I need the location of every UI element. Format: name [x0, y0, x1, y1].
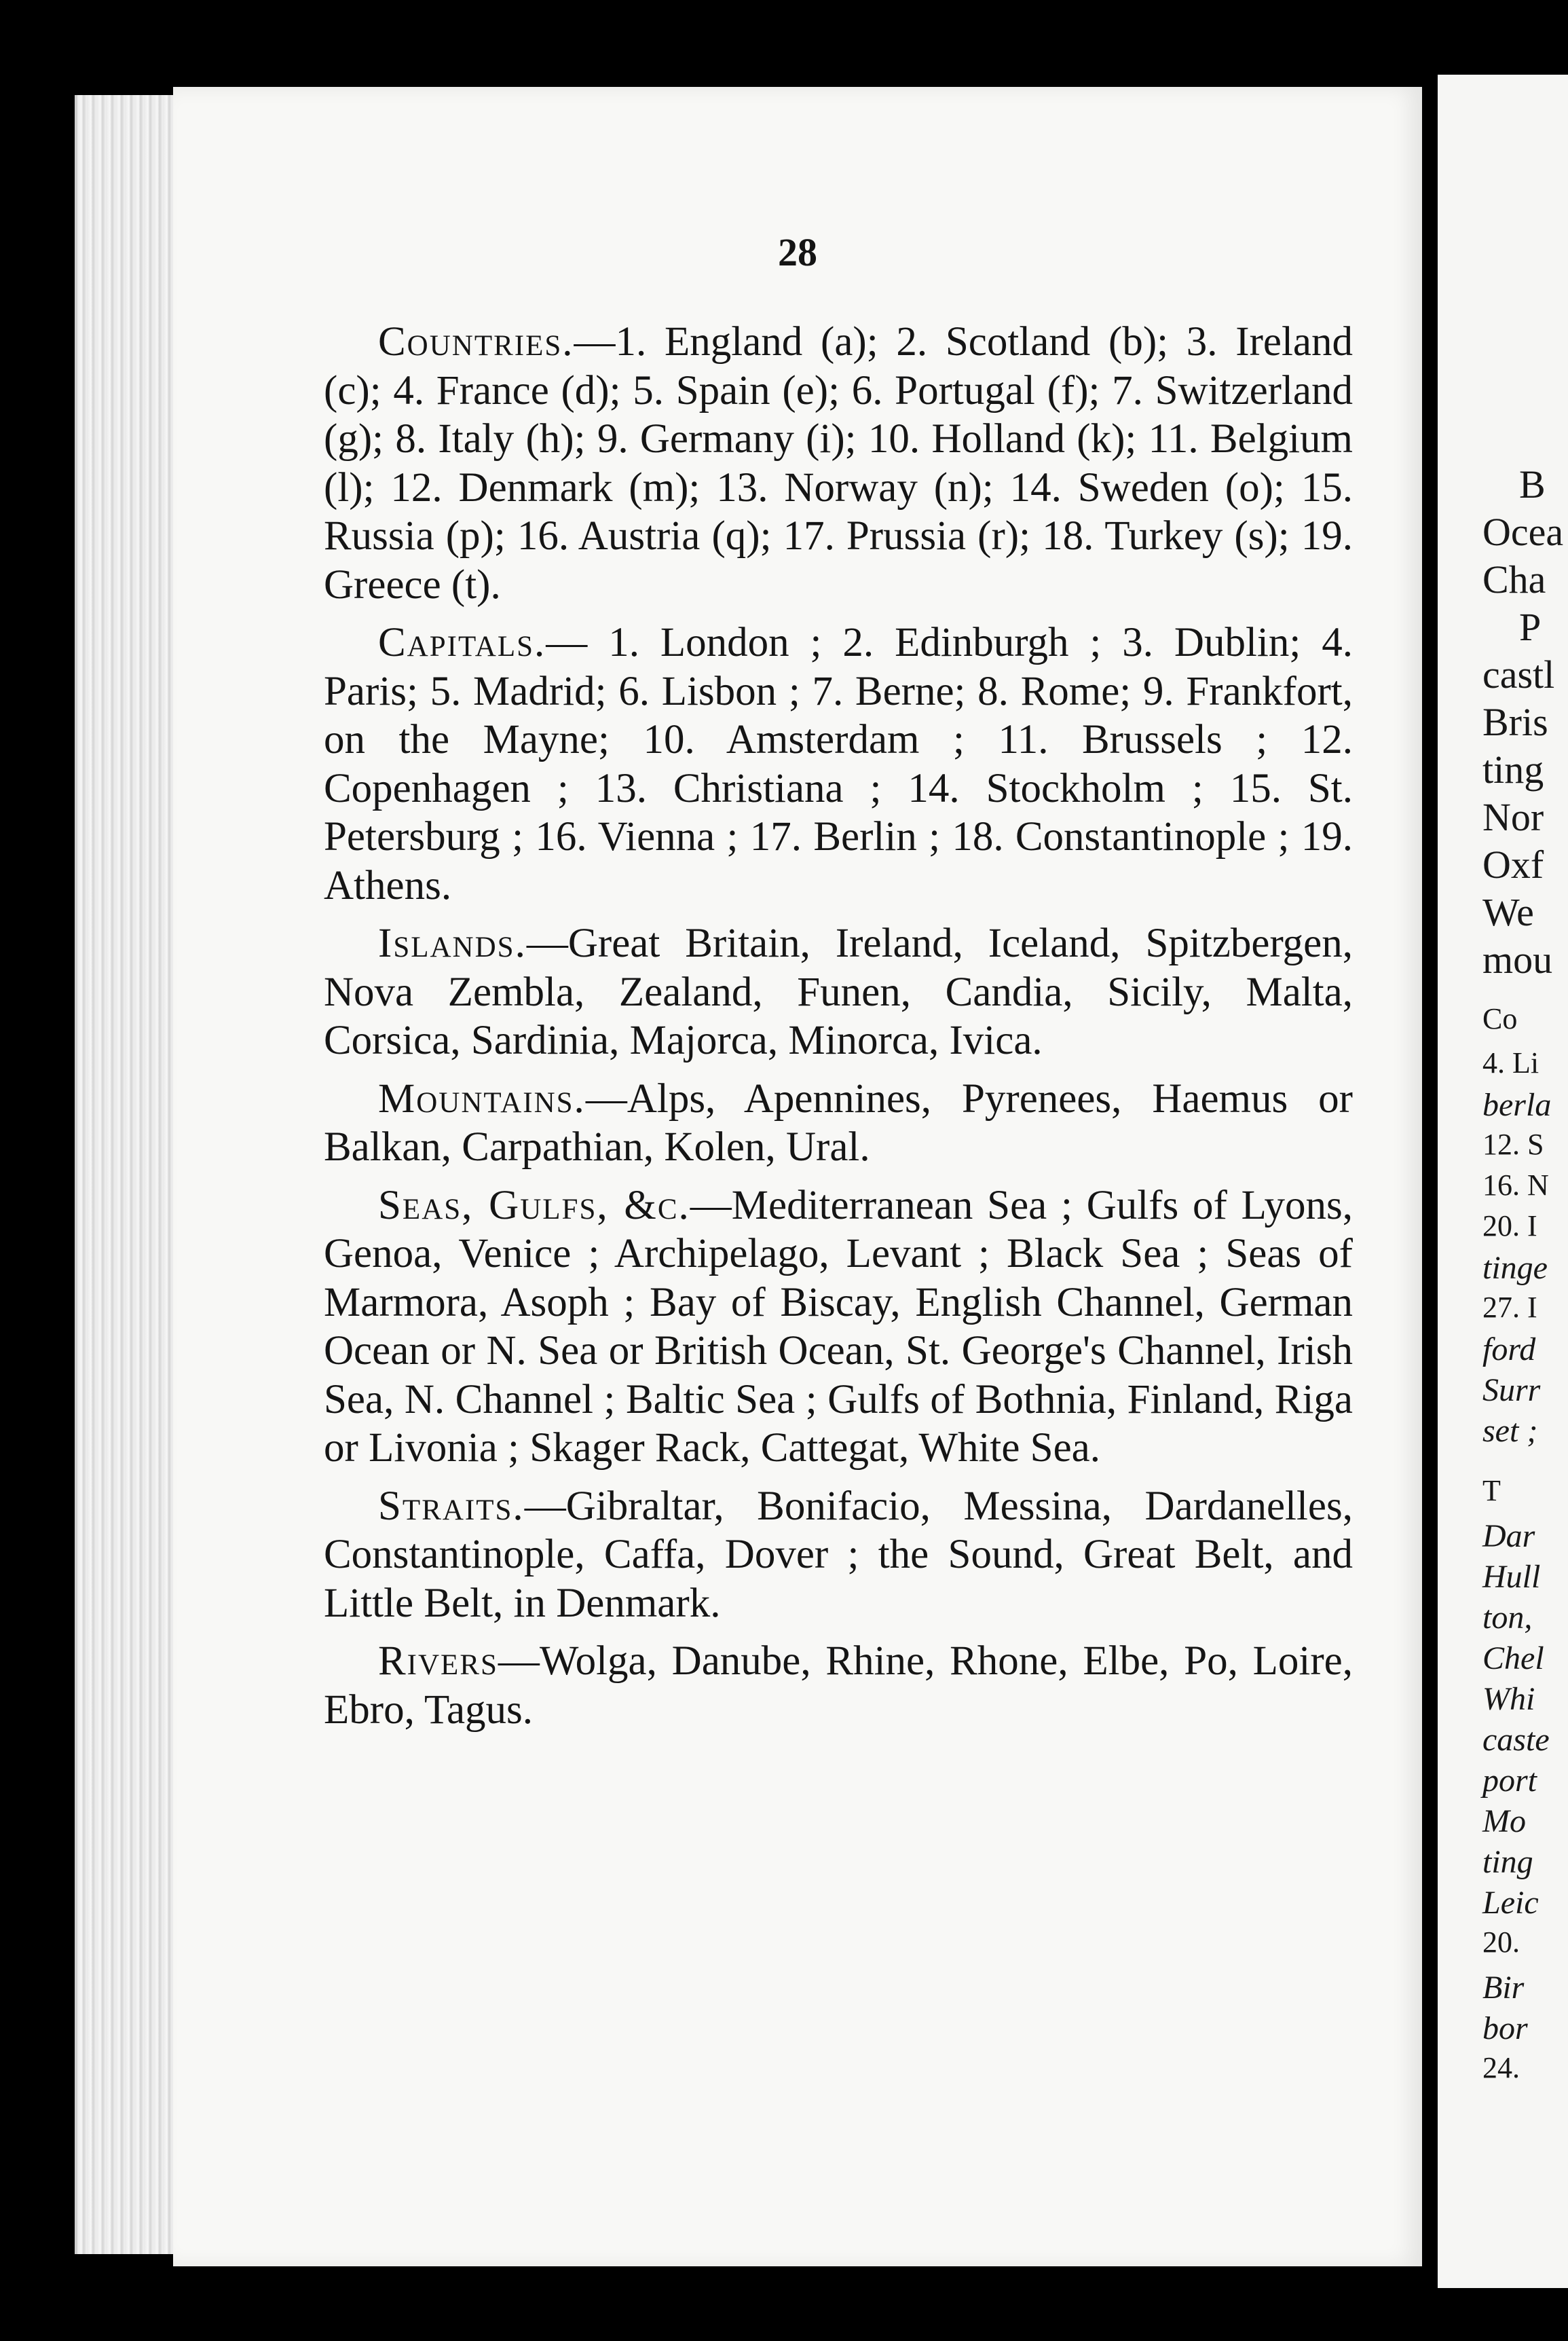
facing-page-line: B: [1519, 462, 1546, 506]
facing-page-line: set ;: [1482, 1413, 1538, 1449]
facing-page-line: caste: [1482, 1722, 1550, 1758]
facing-page-line: Bris: [1482, 700, 1548, 744]
body-text: [324, 318, 1353, 1744]
facing-page-line: Co: [1482, 1002, 1518, 1035]
paragraph-islands: [324, 919, 1353, 1075]
page-edges: [75, 95, 186, 2254]
facing-page-line: mou: [1482, 938, 1553, 982]
facing-page-line: P: [1519, 605, 1542, 649]
facing-page-line: 4. Li: [1482, 1046, 1539, 1080]
facing-page-sliver: [1438, 75, 1568, 2288]
paragraph-text: —1. England (a); 2. Scotland (b); 3. Ireland (c); 4. France (d); 5. Spain (e); 6. Portugal (f); 7. Switzerland (g); 8. Italy (h); 9. Germany (i); 10. Holland (k); 11. Belgium (l); 12. Denmark (m); 13. Norway (n); 14. Sweden (o); 15. Russia (p); 16. Austria (q); 17. Prussia (r); 18. Turkey (s); 19. Greece (t).: [324, 319, 1353, 608]
facing-page-line: ting: [1482, 748, 1544, 792]
facing-page-line: Dar: [1482, 1518, 1535, 1554]
paragraph-mountains: [324, 1075, 1353, 1181]
facing-page-line: castl: [1482, 652, 1555, 697]
paragraph-heading: Straits.: [378, 1483, 525, 1529]
paragraph-text: —Mediterranean Sea ; Gulfs of Lyons, Genoa, Venice ; Archipelago, Levant ; Black Sea ; Seas of Marmora, Asoph ; Bay of Biscay, English Channel, German Ocean or N. Sea or British Ocean, St. George's Channel, Irish Sea, N. Channel ; Baltic Sea ; Gulfs of Bothnia, Finland, Riga or Livonia ; Skager Rack, Cattegat, White Sea.: [324, 1182, 1353, 1471]
facing-page-line: 24.: [1482, 2051, 1520, 2084]
paragraph-rivers: [324, 1637, 1353, 1744]
facing-page-line: Nor: [1482, 795, 1544, 839]
facing-page-line: port: [1482, 1763, 1537, 1799]
paragraph-seas: [324, 1181, 1353, 1482]
facing-page-line: Leic: [1482, 1885, 1539, 1921]
facing-page-line: 27. I: [1482, 1291, 1537, 1324]
paragraph-text: —Great Britain, Ireland, Iceland, Spitzbergen, Nova Zembla, Zealand, Funen, Candia, Sicily, Malta, Corsica, Sardinia, Majorca, Minorca, Ivica.: [324, 921, 1353, 1063]
paragraph-text: — 1. London ; 2. Edinburgh ; 3. Dublin; 4. Paris; 5. Madrid; 6. Lisbon ; 7. Berne; 8. Rome; 9. Frankfort, on the Mayne; 10. Amsterdam ; 11. Brussels ; 12. Copenhagen ; 13. Christiana ; 14. Stockholm ; 15. St. Petersburg ; 16. Vienna ; 17. Berlin ; 18. Constantinople ; 19. Athens.: [324, 620, 1353, 908]
facing-page-line: berla: [1482, 1087, 1552, 1123]
paragraph-heading: Rivers: [378, 1638, 498, 1684]
paragraph-heading: Seas, Gulfs, &c.: [378, 1182, 690, 1228]
paragraph-heading: Countries.: [378, 319, 574, 365]
paragraph-text: —Alps, Apennines, Pyrenees, Haemus or Balkan, Carpathian, Kolen, Ural.: [324, 1075, 1353, 1170]
facing-page-line: Hull: [1482, 1559, 1541, 1595]
facing-page-line: Mo: [1482, 1803, 1526, 1839]
facing-page-line: tinge: [1482, 1250, 1548, 1286]
facing-page-line: Chel: [1482, 1640, 1544, 1676]
facing-page-line: ford: [1482, 1331, 1536, 1367]
paragraph-heading: Capitals.: [378, 620, 546, 665]
paragraph-heading: Islands.: [378, 921, 527, 966]
page-number: 28: [778, 230, 817, 274]
paragraph-text: —Gibraltar, Bonifacio, Messina, Dardanelles, Constantinople, Caffa, Dover ; the Sound, Great Belt, and Little Belt, in Denmark.: [324, 1483, 1353, 1626]
paragraph-text: —Wolga, Danube, Rhine, Rhone, Elbe, Po, Loire, Ebro, Tagus.: [324, 1638, 1353, 1733]
paragraph-heading: Mountains.: [378, 1075, 586, 1122]
paragraph-capitals: [324, 619, 1353, 919]
facing-page-line: 16. N: [1482, 1168, 1549, 1202]
paragraph-straits: [324, 1482, 1353, 1638]
facing-page-line: Oxf: [1482, 843, 1544, 887]
facing-page-line: Whi: [1482, 1681, 1535, 1717]
facing-page-line: ting: [1482, 1844, 1533, 1880]
facing-page-line: T: [1482, 1474, 1501, 1507]
facing-page-line: Surr: [1482, 1372, 1541, 1408]
facing-page-line: Bir: [1482, 1970, 1525, 2006]
facing-page-line: ton,: [1482, 1600, 1533, 1636]
facing-page-line: Ocea: [1482, 510, 1564, 554]
facing-page-line: Cha: [1482, 557, 1546, 602]
facing-page-line: We: [1482, 890, 1534, 934]
facing-page-line: bor: [1482, 2010, 1528, 2046]
facing-page-line: 12. S: [1482, 1128, 1544, 1161]
facing-page-line: 20.: [1482, 1925, 1520, 1959]
left-page: [173, 87, 1422, 2266]
facing-page-line: 20. I: [1482, 1209, 1537, 1242]
paragraph-countries: [324, 318, 1353, 619]
